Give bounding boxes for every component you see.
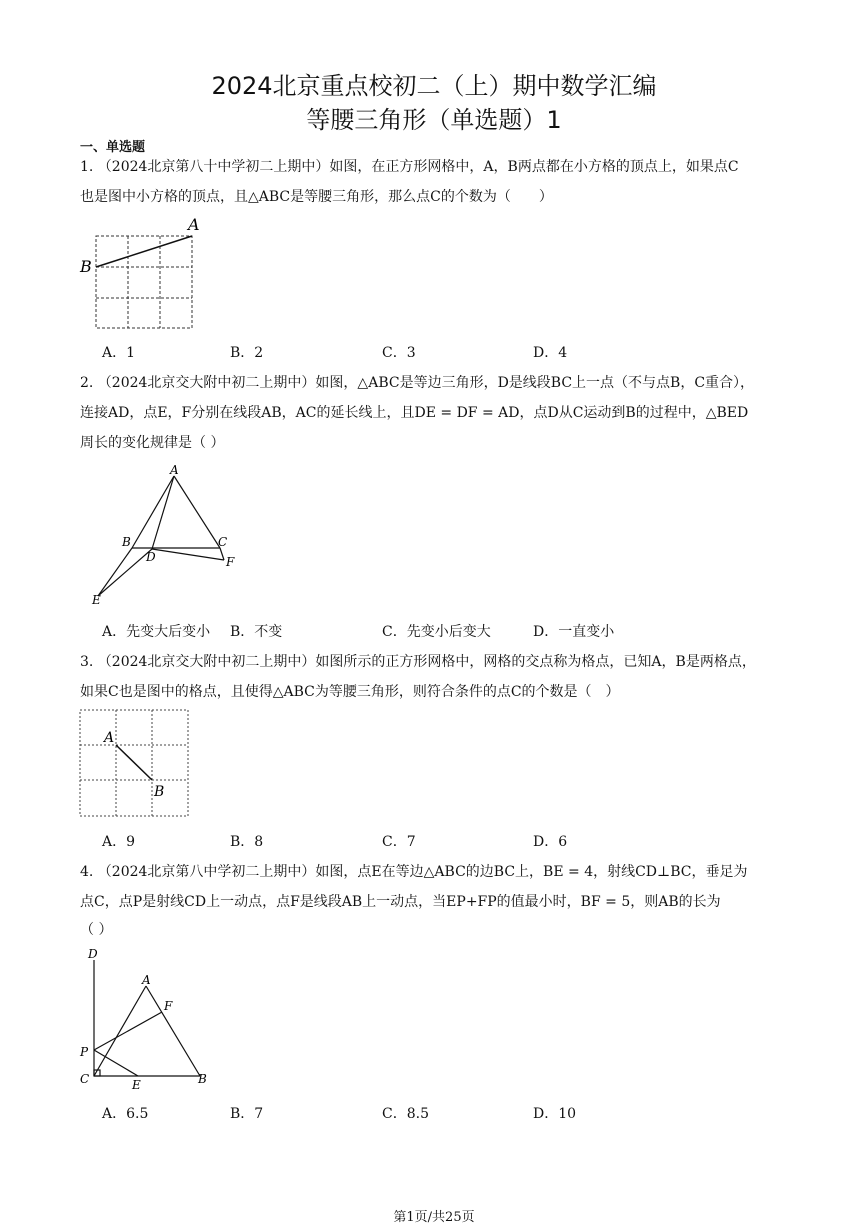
q2-label-f: F [226, 555, 235, 569]
q2-label-c: C [218, 535, 228, 549]
question-3-figure [78, 708, 192, 820]
q4-label-p: P [80, 1045, 89, 1059]
question-2-line-2: 连接AD，点E，F分别在线段AB，AC的延长线上，且DE = DF = AD，点D从C运动到B的过程中，△BED [80, 405, 749, 421]
q1-option-c[interactable]: C．3 [382, 345, 416, 361]
question-3-line-1: 3. （2024北京交大附中初二上期中）如图所示的正方形网格中，网格的交点称为格点，已知A，B是两格点， [80, 654, 756, 670]
question-4-line-1: 4. （2024北京第八中学初二上期中）如图，点E在等边△ABC的边BC上，BE = 4，射线CD⊥BC，垂足为 [80, 864, 748, 880]
q2-option-d[interactable]: D．一直变小 [533, 624, 615, 640]
question-1-figure [76, 214, 206, 334]
q1-option-b[interactable]: B．2 [230, 345, 264, 361]
q2-option-c[interactable]: C．先变小后变大 [382, 624, 491, 640]
q1-label-b: B [80, 257, 92, 276]
document-title: 2024北京重点校初二（上）期中数学汇编 [211, 72, 657, 100]
page-footer: 第1页/共25页 [393, 1210, 475, 1225]
q3-option-b[interactable]: B．8 [230, 834, 264, 850]
question-2-line-1: 2. （2024北京交大附中初二上期中）如图，△ABC是等边三角形，D是线段BC上一点（不与点B，C重合）， [80, 375, 755, 391]
q4-option-d[interactable]: D．10 [533, 1106, 577, 1122]
q4-label-f: F [164, 999, 173, 1013]
q2-label-a: A [170, 463, 179, 477]
q3-option-d[interactable]: D．6 [533, 834, 568, 850]
q4-label-d: D [88, 947, 98, 961]
q3-label-a: A [104, 730, 115, 746]
question-1-line-1: 1. （2024北京第八十中学初二上期中）如图，在正方形网格中，A，B两点都在小方格的顶点上，如果点C [80, 159, 739, 175]
q3-option-a[interactable]: A．9 [102, 834, 136, 850]
question-3-line-2: 如果C也是图中的格点，且使得△ABC为等腰三角形，则符合条件的点C的个数是（ ） [80, 684, 620, 700]
q1-label-a: A [188, 215, 200, 234]
q2-label-b: B [122, 535, 131, 549]
question-2-figure [86, 462, 246, 610]
question-2-line-3: 周长的变化规律是（ ） [80, 435, 225, 451]
q2-option-b[interactable]: B．不变 [230, 624, 283, 640]
document-subtitle: 等腰三角形（单选题）1 [306, 106, 562, 134]
question-1-line-2: 也是图中小方格的顶点，且△ABC是等腰三角形，那么点C的个数为（ ） [80, 189, 553, 205]
q4-label-b: B [198, 1072, 207, 1086]
question-4-figure [76, 944, 216, 1094]
q1-option-d[interactable]: D．4 [533, 345, 568, 361]
q2-label-d: D [146, 550, 156, 564]
question-4-line-2: 点C，点P是射线CD上一动点，点F是线段AB上一动点，当EP+FP的值最小时，BF = 5，则AB的长为 [80, 894, 721, 910]
question-4-line-3: （ ） [80, 922, 113, 938]
q4-option-a[interactable]: A．6.5 [102, 1106, 149, 1122]
q4-label-e: E [132, 1078, 141, 1092]
q3-label-b: B [154, 784, 165, 800]
q4-label-c: C [80, 1072, 90, 1086]
q4-option-c[interactable]: C．8.5 [382, 1106, 429, 1122]
q4-label-a: A [142, 973, 151, 987]
q4-option-b[interactable]: B．7 [230, 1106, 264, 1122]
q2-label-e: E [92, 593, 101, 607]
section-heading: 一、单选题 [80, 140, 146, 155]
q3-option-c[interactable]: C．7 [382, 834, 416, 850]
q2-option-a[interactable]: A．先变大后变小 [102, 624, 211, 640]
q1-option-a[interactable]: A．1 [102, 345, 136, 361]
